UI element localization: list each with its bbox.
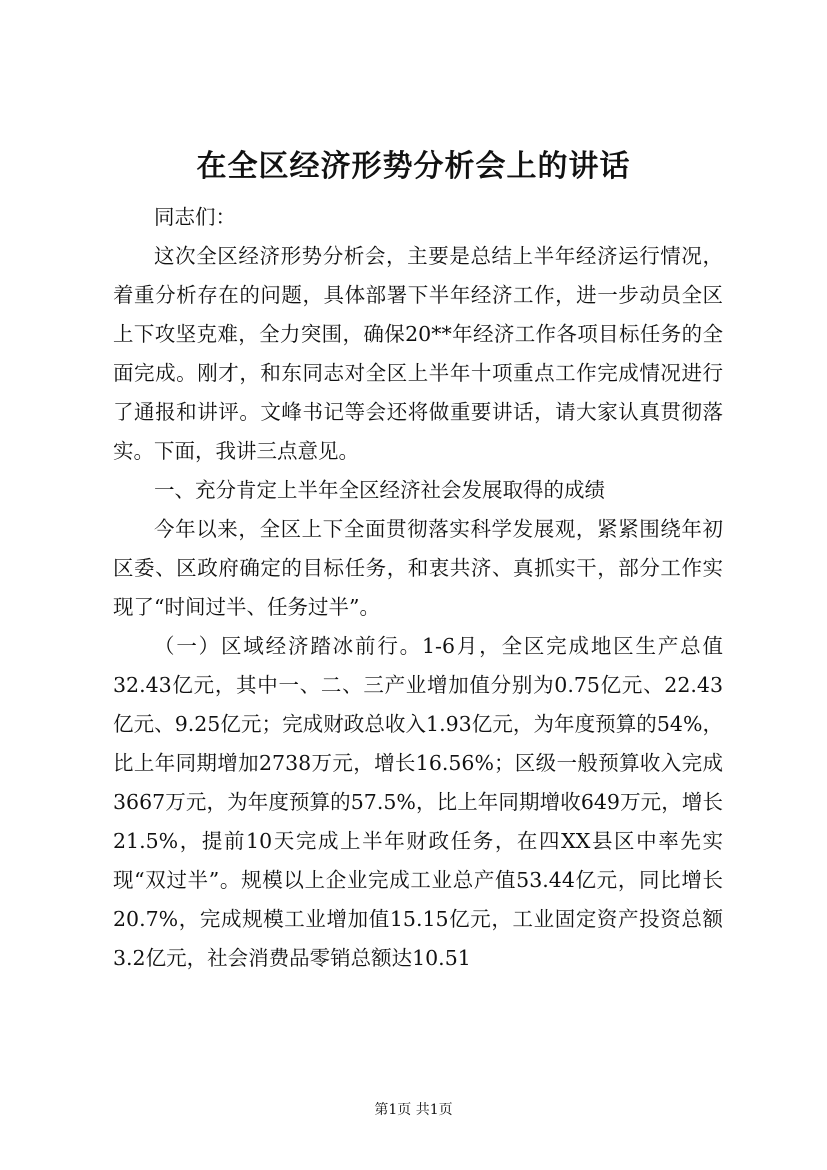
paragraph-achievements: 今年以来，全区上下全面贯彻落实科学发展观，紧紧围绕年初区委、区政府确定的目标任务，和衷共济、真抓实干，部分工作实现了“时间过半、任务过半”。 bbox=[113, 517, 723, 619]
page-number-footer: 第1页 共1页 bbox=[374, 1102, 453, 1118]
salutation: 同志们： bbox=[154, 205, 236, 229]
document-title: 在全区经济形势分析会上的讲话 bbox=[196, 149, 631, 184]
section-heading-1: 一、充分肯定上半年全区经济社会发展取得的成绩 bbox=[154, 478, 605, 502]
paragraph-regional-economy: （一）区域经济踏冰前行。1-6月，全区完成地区生产总值32.43亿元，其中一、二、三产业增加值分别为0.75亿元、22.43亿元、9.25亿元；完成财政总收入1.93亿元，为年度预算的54%，比上年同期增加2738万元，增长16.56%；区级一般预算收入完成3667万元，为年度预算的57.5%，比上年同期增收649万元，增长21.5%，提前10天完成上半年财政任务，在四XX县区中率先实现“双过半”。规模以上企业完成工业总产值53.44亿元，同比增长20.7%，完成规模工业增加值15.15亿元，工业固定资产投资总额3.2亿元，社会消费品零销总额达10.51 bbox=[113, 634, 723, 970]
document-body bbox=[113, 198, 723, 978]
paragraph-intro: 这次全区经济形势分析会，主要是总结上半年经济运行情况，着重分析存在的问题，具体部署下半年经济工作，进一步动员全区上下攻坚克难，全力突围，确保20**年经济工作各项目标任务的全面完成。刚才，和东同志对全区上半年十项重点工作完成情况进行了通报和讲评。文峰书记等会还将做重要讲话，请大家认真贯彻落实。下面，我讲三点意见。 bbox=[113, 244, 723, 463]
